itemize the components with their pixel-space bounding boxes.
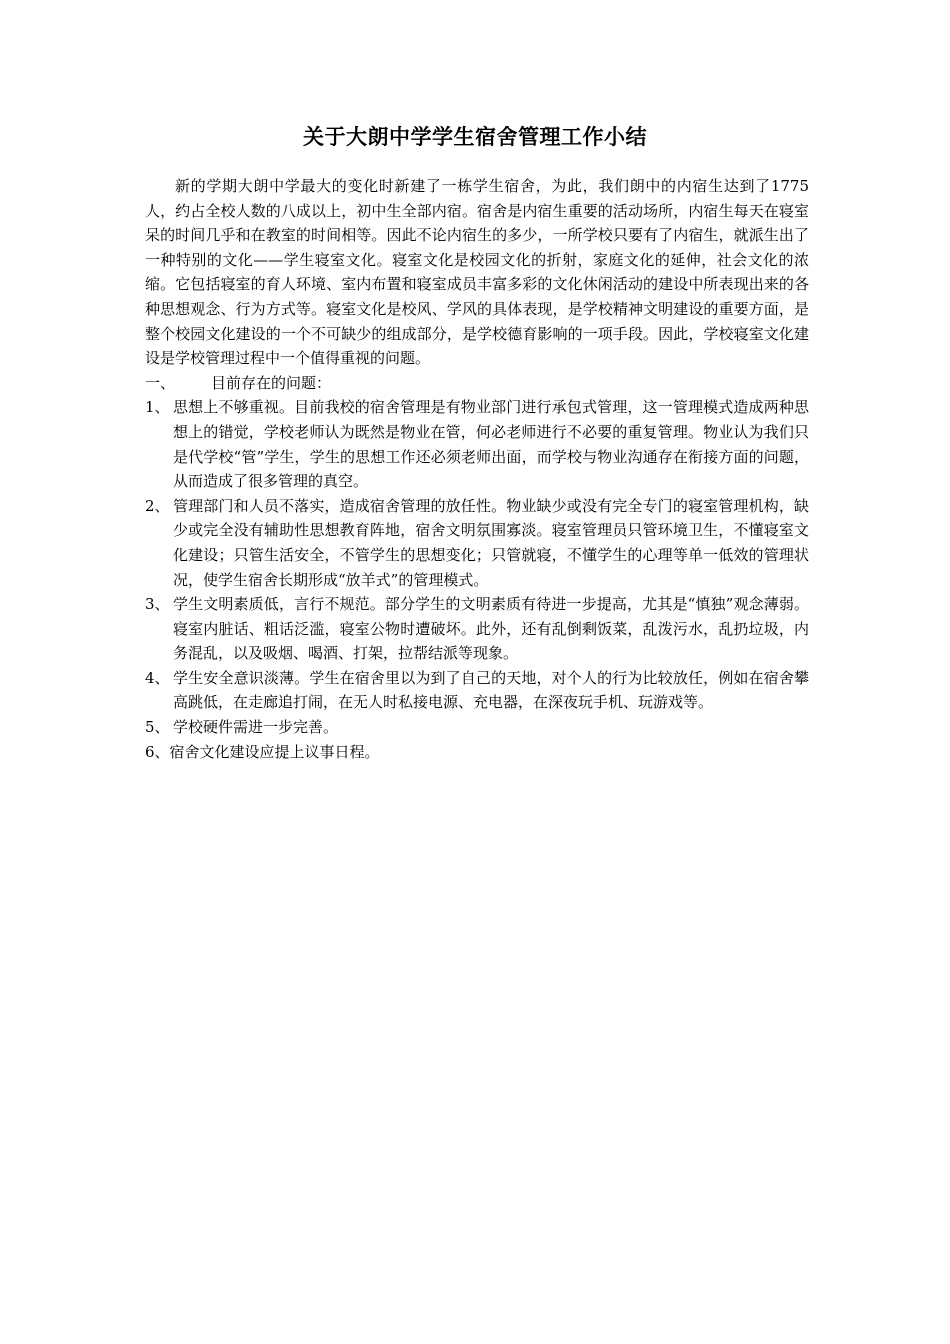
list-item-text: 思想上不够重视。目前我校的宿舍管理是有物业部门进行承包式管理，这一管理模式造成两种思想上的错觉，学校老师认为既然是物业在管，何必老师进行不必要的重复管理。物业认为我们只是代学校“管”学生，学生的思想工作还必须老师出面，而学校与物业沟通存在衔接方面的问题，从而造成了很多管理的真空。	[173, 398, 809, 491]
list-item-marker: 5、	[145, 718, 170, 737]
list-item-text: 学生安全意识淡薄。学生在宿舍里以为到了自己的天地，对个人的行为比较放任，例如在宿舍攀高跳低，在走廊追打闹，在无人时私接电源、充电器，在深夜玩手机、玩游戏等。	[173, 668, 809, 712]
list-item-marker: 4、	[145, 668, 170, 687]
document-body	[145, 174, 809, 764]
list-item-marker: 1、	[145, 398, 170, 417]
list-item	[145, 494, 809, 592]
section-number: 一、	[145, 373, 176, 392]
list-item	[145, 395, 809, 493]
section-heading	[145, 371, 809, 396]
list-item-text: 学生文明素质低，言行不规范。部分学生的文明素质有待进一步提高，尤其是“慎独”观念薄弱。寝室内脏话、粗话泛滥，寝室公物时遭破坏。此外，还有乱倒剩饭菜，乱泼污水，乱扔垃圾，内务混乱，以及吸烟、喝酒、打架，拉帮结派等现象。	[173, 595, 809, 663]
list-item	[145, 592, 809, 666]
list-item	[145, 715, 809, 740]
intro-paragraph: 新的学期大朗中学最大的变化时新建了一栋学生宿舍，为此，我们朗中的内宿生达到了1775人，约占全校人数的八成以上，初中生全部内宿。宿舍是内宿生重要的活动场所，内宿生每天在寝室呆的时间几乎和在教室的时间相等。因此不论内宿生的多少，一所学校只要有了内宿生，就派生出了一种特别的文化——学生寝室文化。寝室文化是校园文化的折射，家庭文化的延伸，社会文化的浓缩。它包括寝室的育人环境、室内布置和寝室成员丰富多彩的文化休闲活动的建设中所表现出来的各种思想观念、行为方式等。寝室文化是校风、学风的具体表现，是学校精神文明建设的重要方面，是整个校园文化建设的一个不可缺少的组成部分，是学校德育影响的一项手段。因此，学校寝室文化建设是学校管理过程中一个值得重视的问题。	[145, 177, 809, 368]
list-item-marker: 3、	[145, 595, 170, 614]
document-title: 关于大朗中学学生宿舍管理工作小结	[303, 124, 647, 149]
section-heading-text: 目前存在的问题：	[211, 373, 332, 392]
list-item	[145, 666, 809, 715]
last-line: 6、宿舍文化建设应提上议事日程。	[145, 742, 380, 761]
list-item-text: 学校硬件需进一步完善。	[173, 718, 339, 737]
list-item-marker: 2、	[145, 496, 170, 515]
list-item-text: 管理部门和人员不落实，造成宿舍管理的放任性。物业缺少或没有完全专门的寝室管理机构，缺少或完全没有辅助性思想教育阵地，宿舍文明氛围寡淡。寝室管理员只管环境卫生，不懂寝室文化建设；只管生活安全，不管学生的思想变化；只管就寝，不懂学生的心理等单一低效的管理状况，使学生宿舍长期形成“放羊式”的管理模式。	[173, 496, 809, 589]
